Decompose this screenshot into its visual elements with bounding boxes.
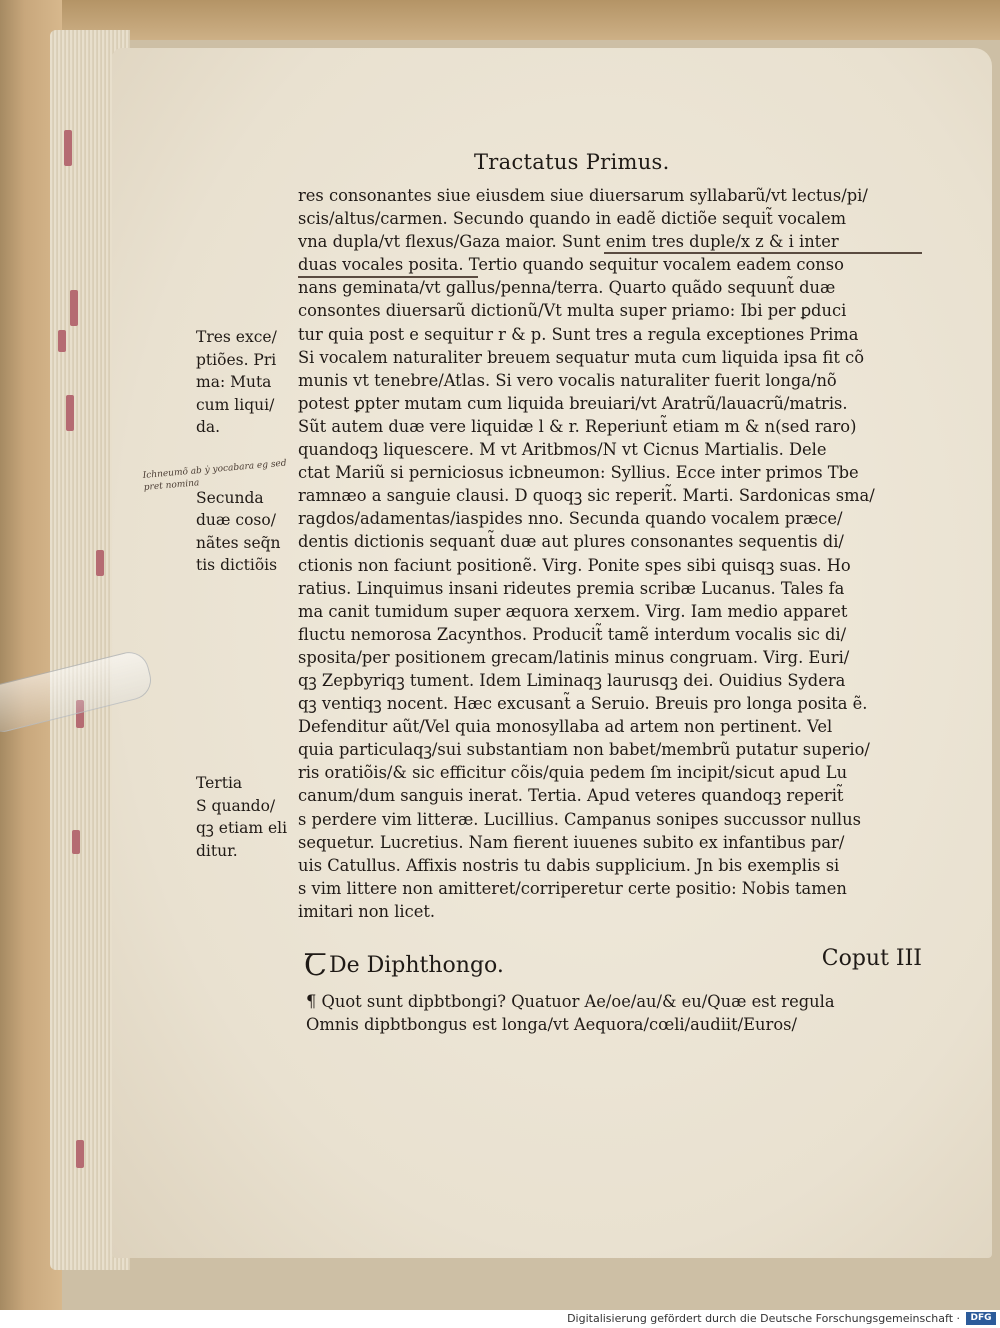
margin-note-line: nãtes seq̃n	[196, 533, 281, 552]
ribbon-tab	[72, 830, 80, 854]
handwritten-line: cabara eg sed pr	[143, 458, 287, 493]
text-line: qꝫ Zepbyriqꝫ tument. Idem Liminaqꝫ laurusqꝫ dei. Ouidius Sydera	[298, 670, 846, 690]
margin-note-line: tis dictiõis	[196, 556, 278, 574]
footer-credit: Digitalisierung gefördert durch die Deutsche Forschungsgemeinschaft ·	[567, 1312, 960, 1325]
text-line: quandoqꝫ liquescere. M vt Aritbmos/N vt Cicnus Martialis. Dele	[298, 440, 827, 460]
margin-note-line: Secunda	[196, 488, 264, 507]
margin-note-tertia	[196, 772, 287, 862]
section-title	[304, 948, 504, 983]
running-header: Tractatus Primus.	[474, 150, 670, 174]
margin-note-line: ptiões. Pri	[196, 350, 277, 369]
margin-note-line: da.	[196, 418, 221, 436]
text-line: ramnæo a sanguie clausi. D quoqꝫ sic reperit̃. Marti. Sardonicas sma/	[298, 486, 875, 506]
text-line: ctionis non faciunt positionẽ. Virg. Ponite spes sibi quisqꝫ suas. Ho	[298, 555, 851, 575]
section-text-line: ¶ Quot sunt dipbtbongi? Quatuor Ae/oe/au/& eu/Quæ est regula	[306, 992, 835, 1011]
section-title-text: De Diphthongo.	[328, 953, 504, 978]
margin-note-line: qꝫ etiam eli	[196, 819, 288, 837]
text-line: nans geminata/vt gallus/penna/terra. Quarto quãdo sequunt̃ duæ	[298, 278, 836, 298]
margin-note-line: duæ coso/	[196, 511, 276, 529]
text-line: imitari non licet.	[298, 901, 436, 921]
ribbon-tab	[96, 550, 104, 576]
ribbon-tab	[76, 1140, 84, 1168]
text-line: ma canit tumidum super æquora xerxem. Virg. Iam medio apparet	[298, 601, 848, 621]
text-line: s vim littere non amitteret/corriperetur certe positio: Nobis tamen	[298, 878, 847, 898]
text-line: sequetur. Lucretius. Nam fierent iuuenes subito ex infantibus par/	[298, 832, 845, 852]
margin-note-line: S quando/	[196, 796, 276, 815]
text-line: ragdos/adamentas/iaspides nno. Secunda quando vocalem præce/	[298, 509, 843, 529]
text-line: uis Catullus. Affixis nostris tu dabis supplicium. Jn bis exemplis si	[298, 855, 840, 875]
margin-note-line: ditur.	[196, 841, 238, 860]
text-line: fluctu nemorosa Zacynthos. Producit̃ tamẽ interdum vocalis sic di/	[298, 624, 847, 644]
text-line: quia particulaqꝫ/sui substantiam non babet/membrũ putatur superio/	[298, 740, 870, 760]
text-line: ctat Mariũ si perniciosus icbneumon: Syllius. Ecce inter primos Tbe	[298, 463, 859, 483]
margin-note-line: Tres exce/	[196, 328, 277, 346]
text-line: canum/dum sanguis inerat. Tertia. Apud veteres quandoqꝫ reperit̃	[298, 786, 844, 806]
chapter-label: Coput III	[821, 946, 922, 971]
handwritten-line: Ichneumõ ab ẏ yo	[142, 464, 224, 482]
main-text-block	[298, 184, 938, 923]
text-line: qꝫ ventiqꝫ nocent. Hæc excusant̃ a Seruio. Breuis pro longa posita ẽ.	[298, 694, 868, 714]
margin-note-line: cum liqui/	[196, 395, 275, 414]
text-line: Si vocalem naturaliter breuem sequatur muta cum liquida ipsa fit cõ	[298, 347, 865, 367]
text-line: s perdere vim litteræ. Lucillius. Campanus sonipes succussor nullus	[298, 809, 861, 829]
text-line: vna dupla/vt flexus/Gaza maior. Sunt enim tres duple/x z & i inter	[298, 232, 839, 252]
text-line: duas vocales posita. Tertio quando sequitur vocalem eadem conso	[298, 255, 844, 275]
text-line: consontes diuersarũ dictionũ/Vt multa super priamo: Ibi per ꝑduci	[298, 301, 847, 321]
text-line: res consonantes siue eiusdem siue diuersarum syllabarũ/vt lectus/pi/	[298, 186, 868, 205]
dfg-logo-icon: DFG	[966, 1312, 996, 1325]
text-line: potest ꝑpter mutam cum liquida breuiari/vt Aratrũ/lauacrũ/matris.	[298, 393, 848, 413]
margin-note-exceptions	[196, 326, 300, 439]
text-line: dentis dictionis sequant̃ duæ aut plures consonantes sequentis di/	[298, 532, 844, 552]
margin-note-line: Tertia	[196, 774, 243, 792]
pilcrow-mark: Ꞇ	[304, 948, 327, 983]
ink-underline	[298, 276, 478, 278]
ribbon-tab	[70, 290, 78, 326]
text-line: Defenditur aũt/Vel quia monosyllaba ad artem non pertinent. Vel	[298, 717, 833, 737]
text-line: tur quia post e sequitur r & p. Sunt tres a regula exceptiones Prima	[298, 324, 859, 344]
section-text-block	[306, 990, 931, 1036]
handwritten-line: et nomina	[153, 478, 200, 493]
margin-note-line: ma: Muta	[196, 373, 272, 391]
ribbon-tab	[66, 395, 74, 431]
text-line: scis/altus/carmen. Secundo quando in eadẽ dictiõe sequit̃ vocalem	[298, 209, 847, 229]
section-heading	[304, 942, 922, 983]
text-line: ratius. Linquimus insani rideutes premia scribæ Lucanus. Tales fa	[298, 578, 845, 598]
ribbon-tab	[64, 130, 72, 166]
text-line: munis vt tenebre/Atlas. Si vero vocalis naturaliter fuerit longa/nõ	[298, 370, 837, 390]
ribbon-tab	[58, 330, 66, 352]
ink-underline	[604, 252, 922, 254]
footer-bar	[0, 1310, 1000, 1328]
section-text-line: Omnis dipbtbongus est longa/vt Aequora/cœli/audiit/Euros/	[306, 1015, 797, 1034]
margin-notes	[196, 326, 300, 860]
text-line: ris oratiõis/& sic efficitur cõis/quia pedem ſm incipit/sicut apud Lu	[298, 763, 848, 783]
text-line: sposita/per positionem grecam/latinis minus congruam. Virg. Euri/	[298, 647, 850, 667]
book-top-binding	[0, 0, 1000, 40]
text-line: Sũt autem duæ vere liquidæ l & r. Reperiunt̃ etiam m & n(sed raro)	[298, 416, 857, 436]
